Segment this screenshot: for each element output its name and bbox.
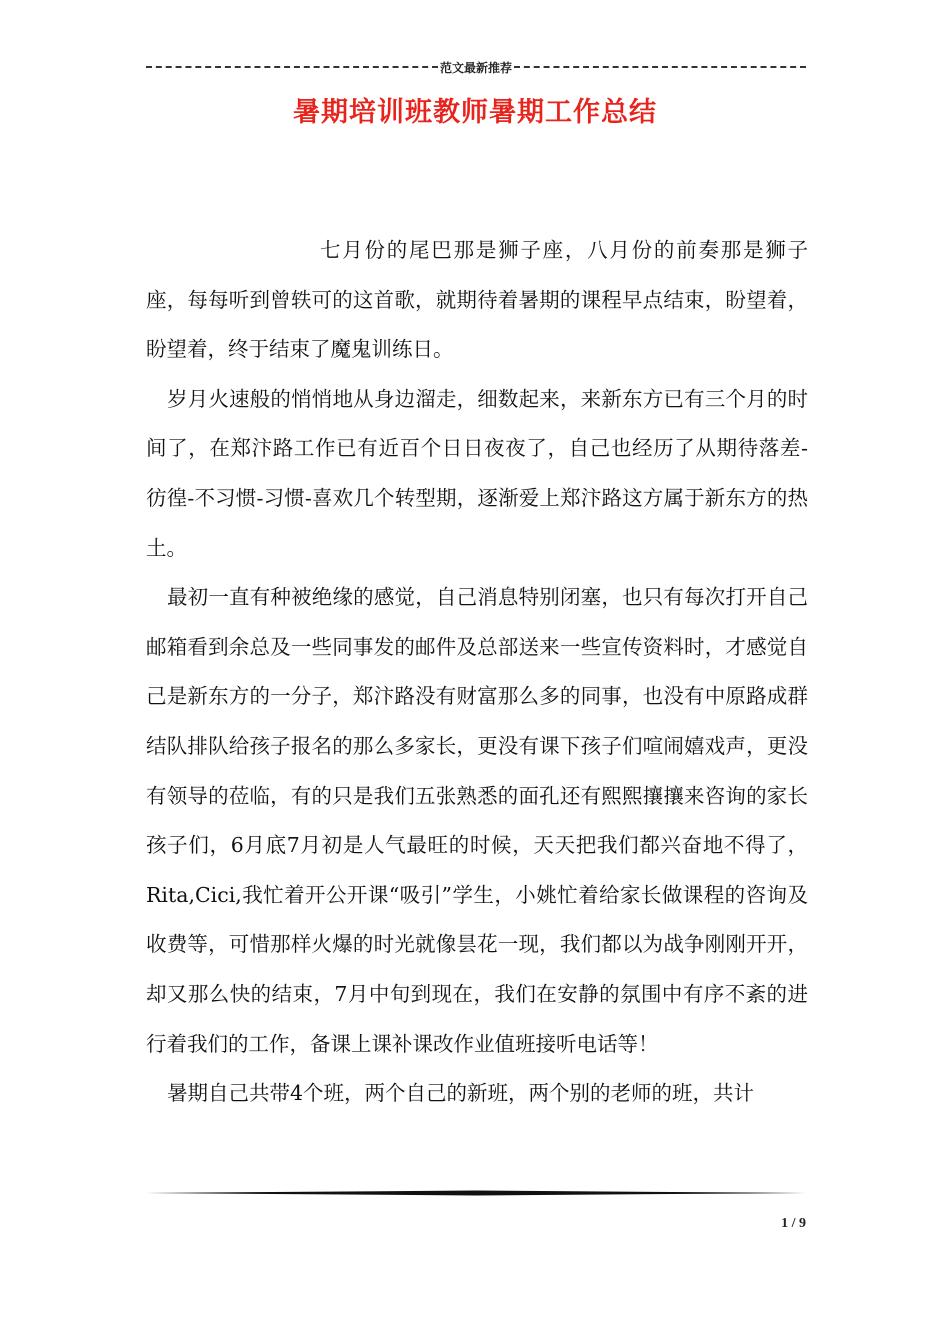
footer-rule xyxy=(146,1190,806,1196)
page-number: 1 / 9 xyxy=(781,1216,806,1231)
header-dash-right xyxy=(514,66,806,68)
paragraph-3: 最初一直有种被绝缘的感觉，自己消息特别闭塞，也只有每次打开自己邮箱看到余总及一些同事发的邮件及总部送来一些宣传资料时，才感觉自己是新东方的一分子，郑汴路没有财富那么多的同事，也没有中原路成群结队排队给孩子报名的那么多家长，更没有课下孩子们喧闹嬉戏声，更没有领导的莅临，有的只是我们五张熟悉的面孔还有熙熙攘攘来咨询的家长孩子们，6月底7月初是人气最旺的时候，天天把我们都兴奋地不得了， Rita,Cici,我忙着开公开课“吸引”学生，小姚忙着给家长做课程的咨询及收费等，可惜那样火爆的时光就像昙花一现，我们都以为战争刚刚开开，却又那么快的结束，7月中旬到现在，我们在安静的氛围中有序不紊的进行着我们的工作，备课上课补课改作业值班接听电话等！ xyxy=(146,585,808,1056)
header-dash-left xyxy=(146,66,438,68)
document-title: 暑期培训班教师暑期工作总结 xyxy=(293,97,657,128)
paragraph-2: 岁月火速般的悄悄地从身边溜走，细数起来，来新东方已有三个月的时间了，在郑汴路工作已有近百个日日夜夜了，自己也经历了从期待落差-彷徨-不习惯-习惯-喜欢几个转型期，逐渐爱上郑汴路这方属于新东方的热土。 xyxy=(146,386,808,560)
header-label: 范文最新推荐 xyxy=(440,60,513,75)
document-body xyxy=(146,226,808,1119)
paragraph-1: 七月份的尾巴那是狮子座，八月份的前奏那是狮子座，每每听到曾轶可的这首歌，就期待着暑期的课程早点结束，盼望着，盼望着，终于结束了魔鬼训练日。 xyxy=(146,238,808,362)
paragraph-4: 暑期自己共带4个班，两个自己的新班，两个别的老师的班，共计 xyxy=(167,1081,755,1106)
header-line xyxy=(146,57,806,77)
